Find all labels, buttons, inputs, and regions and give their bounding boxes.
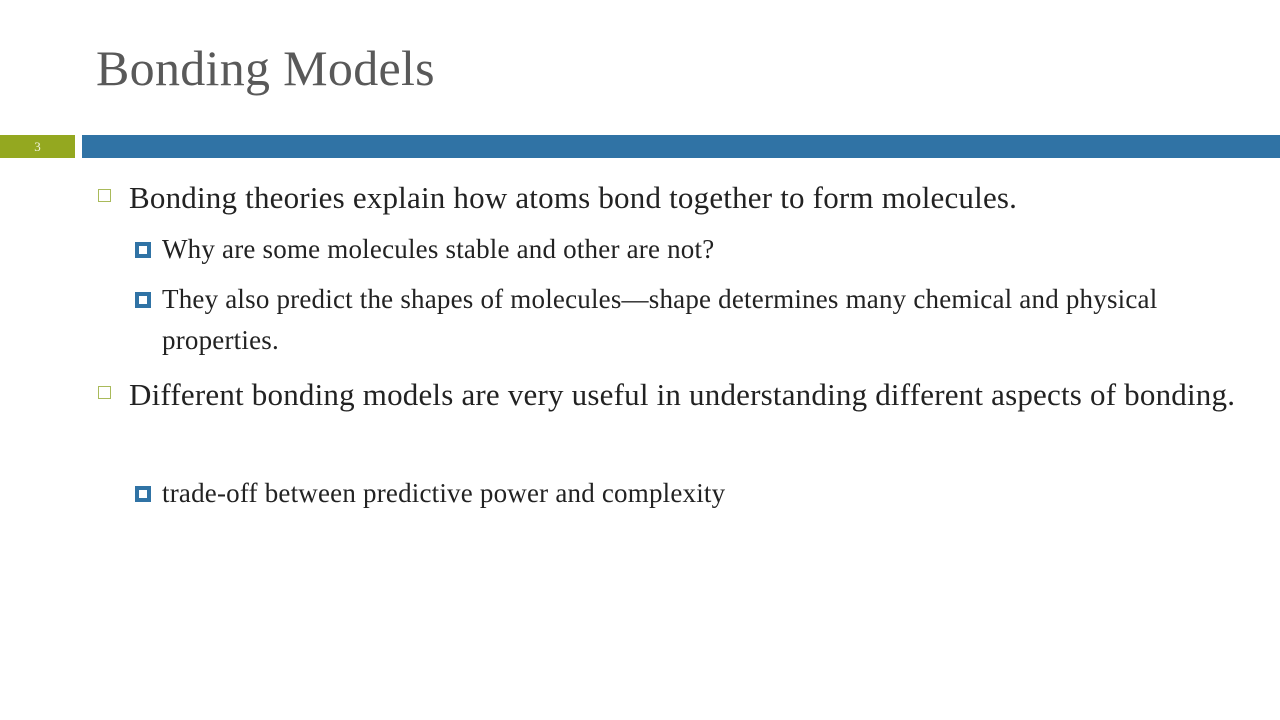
hollow-square-bullet-icon xyxy=(98,189,111,202)
bullet-text: Different bonding models are very useful in understanding different aspects of bonding. xyxy=(129,377,1236,412)
bullet-text: Bonding theories explain how atoms bond together to form molecules. xyxy=(129,180,1018,215)
filled-square-bullet-icon xyxy=(135,242,151,258)
bullet-1 xyxy=(129,174,1249,221)
header-accent-bar xyxy=(82,135,1280,158)
sub-bullet-1-1 xyxy=(162,229,1242,270)
sub-bullet-text: They also predict the shapes of molecules—shape determines many chemical and physical properties. xyxy=(162,284,1158,355)
slide-number: 3 xyxy=(0,135,75,158)
filled-square-bullet-icon xyxy=(135,292,151,308)
filled-square-bullet-icon xyxy=(135,486,151,502)
sub-bullet-text: trade-off between predictive power and complexity xyxy=(162,478,726,508)
sub-bullet-2-1 xyxy=(162,473,1242,514)
sub-bullet-text: Why are some molecules stable and other are not? xyxy=(162,234,715,264)
slide-title: Bonding Models xyxy=(96,40,435,96)
bullet-2 xyxy=(129,371,1249,418)
sub-bullet-1-2 xyxy=(162,279,1242,361)
hollow-square-bullet-icon xyxy=(98,386,111,399)
